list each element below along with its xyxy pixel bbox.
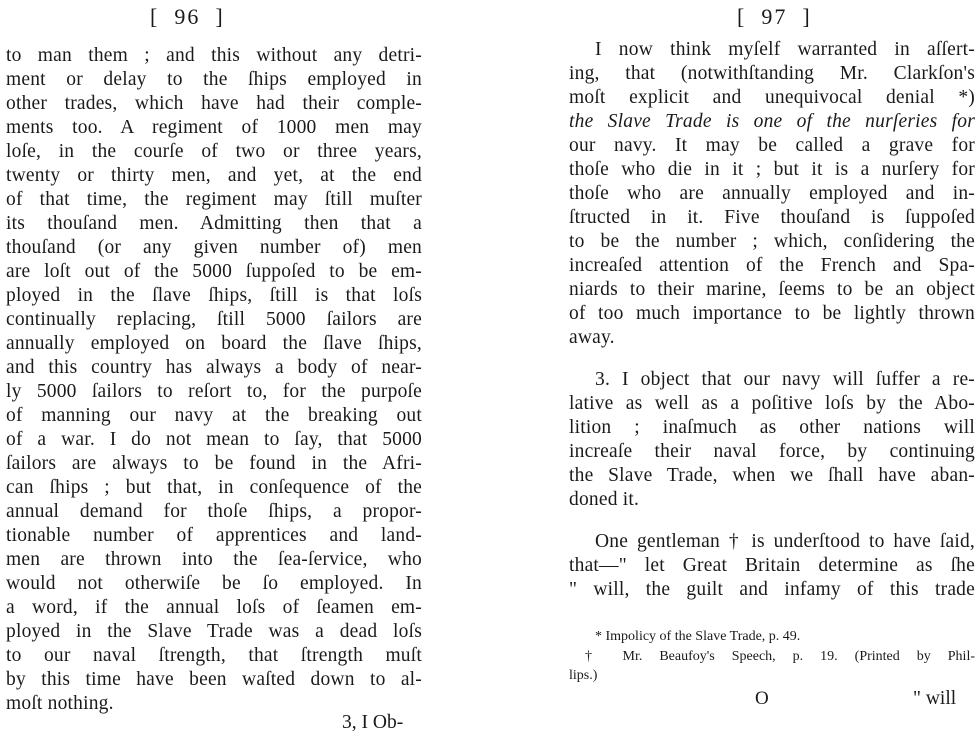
footnote: lips.) <box>569 668 598 683</box>
text-line: of manning our navy at the breaking out <box>6 405 422 426</box>
text-line: lition ; inaſmuch as other nations will <box>569 417 975 438</box>
text-line: ſtructed in it. Five thouſand is ſuppoſed <box>569 207 975 228</box>
catchword-left: 3, I Ob- <box>342 712 404 733</box>
text-line: ments too. A regiment of 1000 men may <box>6 117 422 138</box>
text-line: niards to their marine, ſeems to be an object <box>569 279 975 300</box>
text-line: One gentleman † is underſtood to have ſaid, <box>595 531 975 552</box>
text-line: to man them ; and this without any detri- <box>6 45 422 66</box>
footnote: * Impolicy of the Slave Trade, p. 49. <box>595 629 801 644</box>
text-line: of a war. I do not mean to ſay, that 5000 <box>6 429 422 450</box>
page-number-left: [ 96 ] <box>150 4 225 29</box>
text-line: I now think myſelf warranted in aſſert- <box>595 39 975 60</box>
left-page <box>0 0 440 741</box>
text-line: that—" let Great Britain determine as ſhe <box>569 555 975 576</box>
text-line: doned it. <box>569 489 640 510</box>
text-line: thoſe who die in it ; but it is a nurſery for <box>569 159 975 180</box>
text-line: our navy. It may be called a grave for <box>569 135 975 156</box>
text-line: increaſed attention of the French and Spa- <box>569 255 975 276</box>
right-page <box>555 0 980 741</box>
footnote: † Mr. Beaufoy's Speech, p. 19. (Printed by Phil- <box>585 649 975 664</box>
text-line: annual demand for thoſe ſhips, a propor- <box>6 501 422 522</box>
text-line: away. <box>569 327 615 348</box>
text-line: twenty or thirty men, and yet, at the end <box>6 165 422 186</box>
text-line: ployed in the ſlave ſhips, ſtill is that loſs <box>6 285 422 306</box>
text-line: annually employed on board the ſlave ſhips, <box>6 333 422 354</box>
text-line: by this time have been waſted down to al- <box>6 669 422 690</box>
text-line: a word, if the annual loſs of ſeamen em- <box>6 597 422 618</box>
text-line: lative as well as a poſitive loſs by the Abo- <box>569 393 975 414</box>
text-line: " will, the guilt and infamy of this trade <box>569 579 975 600</box>
text-line: the Slave Trade is one of the nurſeries for <box>569 111 975 132</box>
text-line: are loſt out of the 5000 ſuppoſed to be em- <box>6 261 422 282</box>
text-line: 3. I object that our navy will ſuffer a re- <box>595 369 975 390</box>
text-line: can ſhips ; but that, in conſequence of the <box>6 477 422 498</box>
text-line: and this country has always a body of near- <box>6 357 422 378</box>
text-line: thouſand (or any given number of) men <box>6 237 422 258</box>
page-number-right: [ 97 ] <box>737 4 812 29</box>
text-line: of that time, the regiment may ſtill muſter <box>6 189 422 210</box>
text-line: loſe, in the courſe of two or three years, <box>6 141 422 162</box>
text-line: ſailors are always to be found in the Afri- <box>6 453 422 474</box>
text-line: to be the number ; which, conſidering the <box>569 231 975 252</box>
text-line: other trades, which have had their comple- <box>6 93 422 114</box>
text-line: moſt nothing. <box>6 693 114 714</box>
text-line: men are thrown into the ſea-ſervice, who <box>6 549 422 570</box>
catchword-right: " will <box>913 688 957 709</box>
text-line: the Slave Trade, when we ſhall have aban- <box>569 465 975 486</box>
text-line: would not otherwiſe be ſo employed. In <box>6 573 422 594</box>
text-line: continually replacing, ſtill 5000 ſailors are <box>6 309 422 330</box>
text-line: to our naval ſtrength, that ſtrength muſt <box>6 645 422 666</box>
text-line: ing, that (notwithſtanding Mr. Clarkſon's <box>569 63 975 84</box>
text-line: ly 5000 ſailors to reſort to, for the purpoſe <box>6 381 422 402</box>
text-line: ment or delay to the ſhips employed in <box>6 69 422 90</box>
text-line: its thouſand men. Admitting then that a <box>6 213 422 234</box>
text-line: moſt explicit and unequivocal denial *) <box>569 87 975 108</box>
text-line: increaſe their naval force, by continuing <box>569 441 975 462</box>
text-line: tionable number of apprentices and land- <box>6 525 422 546</box>
text-line: ployed in the Slave Trade was a dead loſs <box>6 621 422 642</box>
signature-mark: O <box>755 688 769 709</box>
text-line: thoſe who are annually employed and in- <box>569 183 975 204</box>
text-line: of too much importance to be lightly thrown <box>569 303 975 324</box>
